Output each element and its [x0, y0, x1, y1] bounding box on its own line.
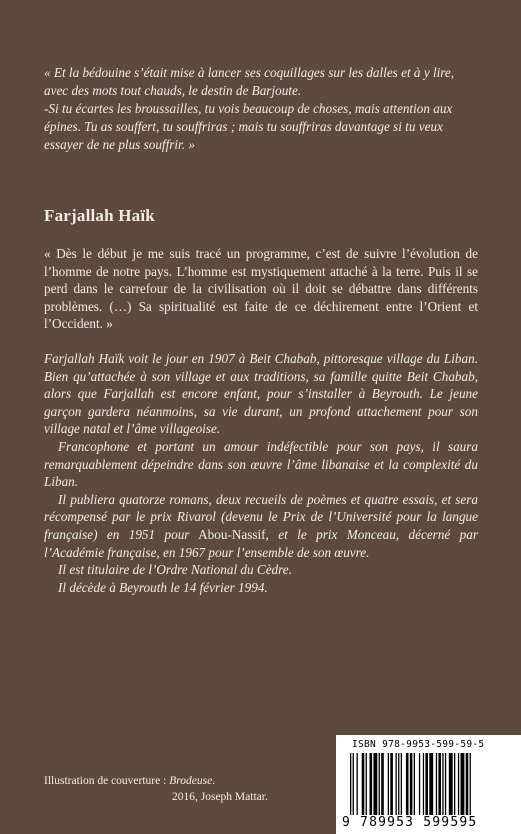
bio-paragraph-2: Francophone et portant un amour indéfectible pour son pays, il saura remarquablement dépeindre dans son œuvre l’âme libanaise et la complexité du Liban. [44, 438, 478, 490]
credit-line-2: 2016, Joseph Mattar. [172, 791, 268, 803]
bio-paragraph-3 [44, 491, 478, 561]
bio-paragraph-5: Il décède à Beyrouth le 14 février 1994. [58, 579, 268, 595]
bio-p3-start: Il publiera quatorze romans, deux recueils de poèmes et quatre essais, et sera récompensé par le prix Rivarol (devenu le Prix de l’Université pour la langue française) en 1951 pour [44, 491, 478, 542]
book-title-abou-nassif: Abou-Nassif [189, 526, 266, 542]
author-quote: « Dès le début je me suis tracé un programme, c’est de suivre l’évolution de l’homme de notre pays. L’homme est mystiquement attaché à la terre. Puis il se perd dans le carrefour de la civilisation où il doit se débattre dans différents problèmes. (…) Sa spiritualité est faite de ce déchirement entre l’Orient et l’Occident. » [44, 246, 478, 331]
ean-digits: 9 789953 599595 [342, 815, 478, 830]
barcode-icon [350, 753, 510, 815]
isbn-text: ISBN 978-9953-599-59-5 [352, 739, 485, 750]
bio-paragraph-4: Il est titulaire de l’Ordre National du Cèdre. [58, 562, 292, 578]
bio-p3-end: , et le prix Monceau, décerné par l’Académie française, en 1967 pour l’ensemble de son œuvre. [44, 526, 478, 560]
author-biography [44, 350, 478, 596]
cover-credit [44, 773, 268, 805]
author-heading: Farjallah Haïk [44, 206, 155, 225]
isbn-barcode [336, 735, 521, 834]
quote-paragraph-1: « Et la bédouine s’était mise à lancer ses coquillages sur les dalles et à y lire, avec des mots tout chauds, le destin de Barjoute. [44, 65, 455, 98]
quote-paragraph-2: -Si tu écartes les broussailles, tu vois beaucoup de choses, mais attention aux épines. Tu as souffert, tu souffriras ; mais tu souffriras davantage si tu veux essayer de ne plus souffrir. » [44, 101, 453, 152]
back-cover-quote [44, 64, 476, 154]
credit-title-end: . [212, 775, 216, 787]
credit-title: Brodeuse [169, 775, 213, 787]
bio-paragraph-1: Farjallah Haïk voit le jour en 1907 à Beit Chabab, pittoresque village du Liban. Bien qu’attachée à son village et aux traditions, sa famille quitte Beit Chabab, alors que Farjallah est encore enfant, pour s’installer à Beyrouth. Le jeune garçon gardera néanmoins, sa vie durant, un profond attachement pour son village natal et l’âme villageoise. [44, 351, 478, 437]
credit-label: Illustration de couverture : [44, 775, 170, 787]
